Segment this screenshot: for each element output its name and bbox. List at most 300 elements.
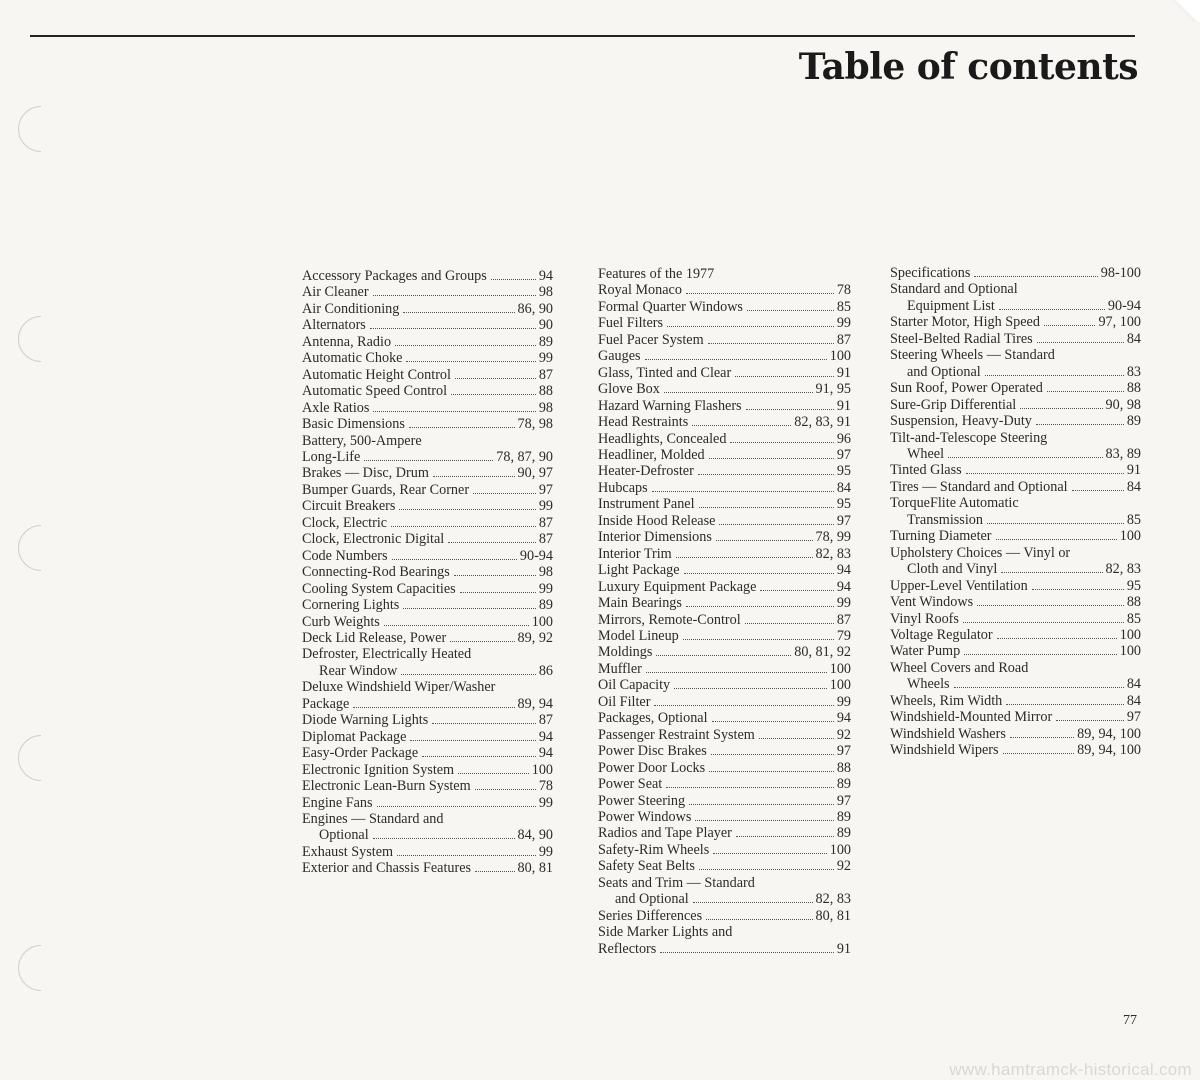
entry-page-ref: 94: [836, 710, 851, 727]
entry-topic: Power Steering: [598, 792, 686, 809]
index-entry: [302, 827, 553, 843]
dot-leader: [399, 509, 535, 510]
dot-leader: [475, 789, 536, 790]
index-entry: [302, 433, 553, 449]
entry-topic: Alternators: [302, 317, 366, 334]
dot-leader: [693, 902, 813, 903]
entry-page-ref: 89, 94, 100: [1077, 725, 1141, 742]
entry-topic: Side Marker Lights and: [598, 924, 733, 941]
index-entry: [598, 727, 851, 743]
index-entry: [598, 793, 851, 809]
entry-page-ref: 83, 89: [1105, 445, 1141, 462]
entry-page-ref: 94: [538, 268, 553, 284]
index-entry: [890, 446, 1141, 462]
dot-leader: [353, 707, 514, 708]
index-entry: [598, 924, 851, 940]
entry-page-ref: 99: [538, 794, 553, 811]
index-entry: [598, 282, 851, 298]
dot-leader: [1072, 490, 1124, 491]
dot-leader: [706, 919, 812, 920]
index-entry: [890, 709, 1141, 725]
index-entry: [598, 612, 851, 628]
entry-topic: Model Lineup: [598, 627, 679, 644]
entry-topic: Upholstery Choices — Vinyl or: [890, 544, 1071, 561]
dot-leader: [692, 425, 791, 426]
dot-leader: [747, 310, 834, 311]
entry-topic: Engine Fans: [302, 794, 373, 811]
index-entry: [890, 545, 1141, 561]
index-entry: [598, 480, 851, 496]
index-entry: [598, 496, 851, 512]
entry-page-ref: 97: [836, 512, 851, 529]
binder-hole: [18, 735, 64, 781]
entry-page-ref: 89: [836, 825, 851, 842]
index-entry: [890, 314, 1141, 330]
index-entry: [890, 726, 1141, 742]
dot-leader: [698, 474, 834, 475]
binder-hole: [18, 106, 64, 152]
index-entry: [302, 564, 553, 580]
entry-topic: Oil Capacity: [598, 677, 671, 694]
entry-page-ref: 85: [836, 298, 851, 315]
dot-leader: [735, 376, 834, 377]
dot-leader: [708, 343, 834, 344]
entry-page-ref: 80, 81: [815, 907, 851, 924]
entry-topic: Packages, Optional: [598, 710, 708, 727]
index-entry: [598, 875, 851, 891]
index-entry: [890, 528, 1141, 544]
index-entry: [598, 644, 851, 660]
entry-page-ref: 83: [1126, 363, 1141, 380]
entry-topic: Inside Hood Release: [598, 512, 716, 529]
entry-page-ref: 94: [836, 578, 851, 595]
dot-leader: [686, 606, 834, 607]
entry-topic: Mirrors, Remote-Control: [598, 611, 741, 628]
index-entry: [302, 679, 553, 695]
dot-leader: [745, 623, 834, 624]
entry-page-ref: 91: [836, 364, 851, 381]
dot-leader: [377, 806, 536, 807]
binder-hole: [18, 525, 64, 571]
dot-leader: [667, 326, 834, 327]
entry-page-ref: 97: [538, 481, 553, 498]
entry-topic: Brakes — Disc, Drum: [302, 465, 429, 482]
entry-topic: Electronic Lean-Burn System: [302, 778, 471, 795]
dot-leader: [699, 869, 834, 870]
dot-leader: [948, 457, 1103, 458]
dot-leader: [709, 458, 834, 459]
index-entry: [302, 778, 553, 794]
entry-topic: Power Disc Brakes: [598, 743, 707, 760]
dot-leader: [1003, 753, 1075, 754]
index-entry: [302, 350, 553, 366]
entry-page-ref: 98: [538, 399, 553, 416]
index-entry: [598, 529, 851, 545]
entry-topic: Safety Seat Belts: [598, 858, 695, 875]
entry-topic: Circuit Breakers: [302, 498, 396, 515]
dot-leader: [1056, 720, 1124, 721]
index-entry: [302, 860, 553, 876]
dot-leader: [1010, 737, 1074, 738]
entry-page-ref: 80, 81, 92: [794, 644, 851, 661]
dot-leader: [719, 524, 833, 525]
entry-topic: and Optional: [907, 363, 981, 380]
entry-page-ref: 86: [538, 662, 553, 679]
entry-topic: Light Package: [598, 562, 680, 579]
index-entry: [302, 548, 553, 564]
entry-topic: Series Differences: [598, 907, 703, 924]
entry-topic: Wheels: [907, 676, 950, 693]
dot-leader: [451, 394, 536, 395]
index-entry: [890, 578, 1141, 594]
dot-leader: [686, 293, 834, 294]
dot-leader: [1001, 572, 1102, 573]
entry-page-ref: 98: [538, 284, 553, 301]
entry-topic: Automatic Choke: [302, 350, 403, 367]
dot-leader: [964, 654, 1117, 655]
index-entry: [598, 579, 851, 595]
entry-page-ref: 87: [538, 531, 553, 548]
index-column-2: [598, 266, 851, 957]
dot-leader: [963, 622, 1124, 623]
index-entry: [598, 677, 851, 693]
index-entry: [890, 627, 1141, 643]
dot-leader: [373, 838, 515, 839]
index-entry: [302, 531, 553, 547]
entry-page-ref: 78: [538, 778, 553, 795]
entry-topic: Voltage Regulator: [890, 626, 993, 643]
index-entry: [890, 380, 1141, 396]
entry-topic: Glove Box: [598, 381, 660, 398]
entry-page-ref: 90-94: [519, 547, 553, 564]
dot-leader: [1020, 408, 1102, 409]
entry-page-ref: 97: [836, 792, 851, 809]
entry-topic: Interior Dimensions: [598, 529, 712, 546]
index-entry: [302, 416, 553, 432]
index-entry: [302, 367, 553, 383]
index-entry: [302, 712, 553, 728]
entry-topic: Diplomat Package: [302, 728, 407, 745]
entry-topic: Power Windows: [598, 808, 692, 825]
entry-page-ref: 94: [538, 728, 553, 745]
index-entry: [598, 743, 851, 759]
entry-page-ref: 78, 98: [517, 416, 553, 433]
index-entry: [598, 595, 851, 611]
header-rule: [30, 35, 1135, 37]
index-entry: [890, 693, 1141, 709]
entry-topic: Fuel Filters: [598, 315, 664, 332]
entry-topic: Optional: [319, 827, 369, 844]
entry-topic: Clock, Electric: [302, 514, 388, 531]
entry-page-ref: 94: [538, 745, 553, 762]
entry-page-ref: 86, 90: [517, 300, 553, 317]
entry-page-ref: 91, 95: [815, 381, 851, 398]
entry-topic: Passenger Restraint System: [598, 726, 755, 743]
index-entry: [890, 611, 1141, 627]
index-entry: [890, 742, 1141, 758]
dot-leader: [409, 427, 515, 428]
entry-page-ref: 88: [538, 383, 553, 400]
index-entry: [890, 660, 1141, 676]
index-entry: [598, 760, 851, 776]
entry-page-ref: 99: [538, 350, 553, 367]
entry-topic: Exterior and Chassis Features: [302, 860, 472, 877]
entry-page-ref: 84: [1126, 692, 1141, 709]
dot-leader: [689, 804, 834, 805]
entry-topic: Hazard Warning Flashers: [598, 397, 742, 414]
entry-topic: Muffler: [598, 660, 642, 677]
dot-leader: [422, 756, 536, 757]
entry-topic: Power Seat: [598, 776, 663, 793]
entry-page-ref: 96: [836, 430, 851, 447]
entry-topic: Wheels, Rim Width: [890, 692, 1003, 709]
entry-topic: Antenna, Radio: [302, 333, 392, 350]
entry-topic: Formal Quarter Windows: [598, 298, 743, 315]
entry-topic: Royal Monaco: [598, 282, 682, 299]
index-entry: [302, 334, 553, 350]
entry-page-ref: 82, 83: [815, 891, 851, 908]
entry-topic: Automatic Speed Control: [302, 383, 448, 400]
index-entry: [302, 614, 553, 630]
entry-topic: Vent Windows: [890, 594, 974, 611]
index-entry: [598, 381, 851, 397]
index-entry: [302, 383, 553, 399]
entry-topic: Package: [302, 695, 350, 712]
index-entry: [302, 482, 553, 498]
dot-leader: [712, 721, 834, 722]
dot-leader: [695, 820, 833, 821]
index-entry: [302, 646, 553, 662]
index-column-3: [890, 265, 1141, 759]
entry-page-ref: 89, 94, 100: [1077, 742, 1141, 759]
entry-page-ref: 82, 83: [1105, 561, 1141, 578]
entry-page-ref: 95: [836, 463, 851, 480]
dot-leader: [646, 672, 827, 673]
dot-leader: [713, 853, 826, 854]
index-entry: [890, 413, 1141, 429]
dot-leader: [401, 674, 535, 675]
page-corner: [1172, 0, 1200, 22]
entry-page-ref: 90-94: [1107, 297, 1141, 314]
dot-leader: [392, 559, 517, 560]
entry-topic: Reflectors: [598, 940, 657, 957]
entry-topic: Easy-Order Package: [302, 745, 419, 762]
dot-leader: [410, 740, 535, 741]
entry-page-ref: 89: [1126, 413, 1141, 430]
entry-page-ref: 89, 94: [517, 695, 553, 712]
entry-topic: Power Door Locks: [598, 759, 706, 776]
entry-topic: Starter Motor, High Speed: [890, 314, 1040, 331]
entry-page-ref: 100: [1119, 643, 1141, 660]
dot-leader: [660, 952, 834, 953]
entry-page-ref: 89: [836, 776, 851, 793]
entry-topic: Instrument Panel: [598, 496, 695, 513]
dot-leader: [370, 328, 536, 329]
dot-leader: [954, 687, 1124, 688]
entry-page-ref: 92: [836, 858, 851, 875]
entry-topic: Windshield Wipers: [890, 742, 999, 759]
index-entry: [598, 414, 851, 430]
entry-page-ref: 100: [829, 841, 851, 858]
entry-page-ref: 89: [538, 333, 553, 350]
index-entry: [598, 858, 851, 874]
entry-topic: Rear Window: [319, 662, 398, 679]
dot-leader: [454, 575, 536, 576]
dot-leader: [397, 855, 536, 856]
index-entry: [598, 463, 851, 479]
entry-page-ref: 100: [1119, 528, 1141, 545]
dot-leader: [491, 279, 536, 280]
index-entry: [890, 676, 1141, 692]
entry-page-ref: 89: [836, 808, 851, 825]
dot-leader: [664, 392, 813, 393]
entry-topic: Interior Trim: [598, 545, 672, 562]
index-entry: [598, 661, 851, 677]
entry-page-ref: 84: [1126, 478, 1141, 495]
index-entry: [598, 348, 851, 364]
entry-topic: Electronic Ignition System: [302, 761, 455, 778]
entry-page-ref: 82, 83: [815, 545, 851, 562]
entry-topic: Sun Roof, Power Operated: [890, 380, 1043, 397]
dot-leader: [406, 361, 535, 362]
entry-topic: Cornering Lights: [302, 597, 400, 614]
dot-leader: [473, 493, 536, 494]
entry-page-ref: 99: [836, 315, 851, 332]
dot-leader: [455, 378, 536, 379]
entry-page-ref: 82, 83, 91: [794, 414, 851, 431]
dot-leader: [709, 771, 834, 772]
index-entry: [598, 710, 851, 726]
entry-topic: Seats and Trim — Standard: [598, 874, 755, 891]
index-entry: [890, 331, 1141, 347]
index-entry: [302, 811, 553, 827]
index-entry: [598, 891, 851, 907]
dot-leader: [403, 608, 535, 609]
entry-page-ref: 87: [538, 514, 553, 531]
dot-leader: [996, 539, 1117, 540]
index-entry: [302, 449, 553, 465]
page-number: 77: [1123, 1013, 1137, 1028]
index-entry: [890, 281, 1141, 297]
index-entry: [302, 465, 553, 481]
index-entry: [890, 495, 1141, 511]
dot-leader: [1006, 704, 1124, 705]
entry-page-ref: 87: [836, 331, 851, 348]
entry-page-ref: 85: [1126, 511, 1141, 528]
entry-topic: Head Restraints: [598, 414, 689, 431]
dot-leader: [1047, 391, 1124, 392]
index-entry: [302, 301, 553, 317]
index-entry: [302, 515, 553, 531]
dot-leader: [760, 590, 833, 591]
index-entry: [598, 776, 851, 792]
entry-topic: Accessory Packages and Groups: [302, 268, 487, 284]
entry-topic: Defroster, Electrically Heated: [302, 646, 472, 663]
entry-topic: Standard and Optional: [890, 281, 1018, 298]
entry-page-ref: 78, 87, 90: [496, 448, 553, 465]
entry-topic: Moldings: [598, 644, 653, 661]
index-entry: [890, 462, 1141, 478]
index-entry: [598, 431, 851, 447]
entry-topic: Cloth and Vinyl: [907, 561, 998, 578]
index-entry: [598, 809, 851, 825]
dot-leader: [985, 375, 1124, 376]
entry-topic: Suspension, Heavy-Duty: [890, 413, 1032, 430]
dot-leader: [656, 655, 791, 656]
entry-topic: Safety-Rim Wheels: [598, 841, 710, 858]
entry-topic: Clock, Electronic Digital: [302, 531, 445, 548]
entry-topic: Sure-Grip Differential: [890, 396, 1017, 413]
index-entry: [598, 941, 851, 957]
dot-leader: [432, 723, 536, 724]
index-entry: [598, 299, 851, 315]
entry-topic: Battery, 500-Ampere: [302, 432, 422, 449]
entry-topic: Windshield-Mounted Mirror: [890, 709, 1053, 726]
entry-page-ref: 84: [1126, 330, 1141, 347]
index-entry: [598, 825, 851, 841]
index-entry: [890, 643, 1141, 659]
index-entry: [890, 594, 1141, 610]
entry-page-ref: 99: [538, 580, 553, 597]
dot-leader: [977, 605, 1124, 606]
index-entry: [302, 745, 553, 761]
entry-page-ref: 79: [836, 627, 851, 644]
dot-leader: [699, 507, 834, 508]
entry-page-ref: 97: [1126, 709, 1141, 726]
dot-leader: [1037, 342, 1124, 343]
index-entry: [890, 265, 1141, 281]
dot-leader: [391, 526, 536, 527]
entry-page-ref: 85: [1126, 610, 1141, 627]
dot-leader: [403, 312, 514, 313]
entry-page-ref: 90, 98: [1105, 396, 1141, 413]
entry-page-ref: 95: [836, 496, 851, 513]
index-entry: [598, 562, 851, 578]
index-entry: [890, 347, 1141, 363]
entry-topic: Turning Diameter: [890, 528, 992, 545]
entry-page-ref: 95: [1126, 577, 1141, 594]
index-entry: [302, 400, 553, 416]
entry-topic: Tires — Standard and Optional: [890, 478, 1068, 495]
dot-leader: [458, 773, 529, 774]
entry-page-ref: 99: [538, 498, 553, 515]
entry-page-ref: 90, 97: [517, 465, 553, 482]
index-entry: [598, 694, 851, 710]
dot-leader: [711, 754, 834, 755]
entry-topic: Luxury Equipment Package: [598, 578, 757, 595]
entry-page-ref: 87: [538, 712, 553, 729]
entry-topic: Upper-Level Ventilation: [890, 577, 1028, 594]
index-entry: [302, 729, 553, 745]
dot-leader: [759, 738, 834, 739]
dot-leader: [652, 491, 834, 492]
index-column-1: [302, 268, 553, 877]
entry-page-ref: 78, 99: [815, 529, 851, 546]
binder-hole: [18, 945, 64, 991]
entry-page-ref: 100: [531, 761, 553, 778]
dot-leader: [364, 460, 493, 461]
entry-page-ref: 99: [836, 693, 851, 710]
dot-leader: [716, 540, 813, 541]
entry-topic: Connecting-Rod Bearings: [302, 564, 450, 581]
dot-leader: [683, 639, 834, 640]
index-entry: [302, 795, 553, 811]
dot-leader: [645, 359, 827, 360]
entry-topic: Code Numbers: [302, 547, 388, 564]
entry-page-ref: 84: [1126, 676, 1141, 693]
dot-leader: [450, 641, 514, 642]
index-entry: [890, 364, 1141, 380]
